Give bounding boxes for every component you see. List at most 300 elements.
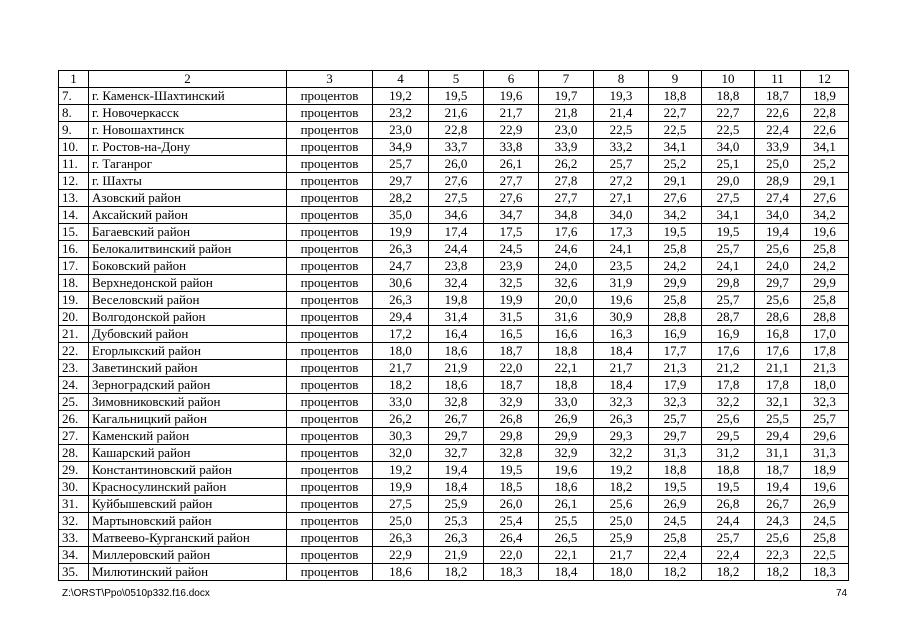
value-cell: 25,7 — [594, 156, 649, 173]
value-cell: 17,8 — [801, 343, 849, 360]
value-cell: 18,7 — [755, 462, 801, 479]
value-cell: 27,7 — [539, 190, 594, 207]
value-cell: 25,6 — [755, 292, 801, 309]
unit-cell: процентов — [287, 224, 373, 241]
value-cell: 18,8 — [702, 88, 755, 105]
value-cell: 26,2 — [539, 156, 594, 173]
row-number: 24. — [59, 377, 89, 394]
row-number: 7. — [59, 88, 89, 105]
value-cell: 22,1 — [539, 360, 594, 377]
column-header: 2 — [89, 71, 287, 88]
value-cell: 26,2 — [373, 411, 429, 428]
value-cell: 16,6 — [539, 326, 594, 343]
value-cell: 18,3 — [484, 564, 539, 581]
row-number: 35. — [59, 564, 89, 581]
row-number: 30. — [59, 479, 89, 496]
value-cell: 25,0 — [755, 156, 801, 173]
value-cell: 19,2 — [373, 88, 429, 105]
value-cell: 34,9 — [373, 139, 429, 156]
value-cell: 19,2 — [373, 462, 429, 479]
value-cell: 29,9 — [649, 275, 702, 292]
value-cell: 34,0 — [755, 207, 801, 224]
table-body — [59, 71, 849, 581]
value-cell: 32,1 — [755, 394, 801, 411]
territory-name: Зерноградский район — [89, 377, 287, 394]
value-cell: 24,0 — [539, 258, 594, 275]
value-cell: 31,1 — [755, 445, 801, 462]
value-cell: 34,8 — [539, 207, 594, 224]
value-cell: 18,0 — [594, 564, 649, 581]
table-row — [59, 224, 849, 241]
value-cell: 22,8 — [801, 105, 849, 122]
value-cell: 34,0 — [594, 207, 649, 224]
value-cell: 26,1 — [539, 496, 594, 513]
value-cell: 21,9 — [429, 547, 484, 564]
table-row — [59, 122, 849, 139]
value-cell: 25,0 — [373, 513, 429, 530]
row-number: 34. — [59, 547, 89, 564]
value-cell: 25,7 — [702, 530, 755, 547]
value-cell: 17,0 — [801, 326, 849, 343]
value-cell: 24,3 — [755, 513, 801, 530]
table-row — [59, 496, 849, 513]
row-number: 22. — [59, 343, 89, 360]
table-row — [59, 156, 849, 173]
value-cell: 29,7 — [429, 428, 484, 445]
value-cell: 17,8 — [702, 377, 755, 394]
value-cell: 18,8 — [539, 343, 594, 360]
value-cell: 25,7 — [702, 241, 755, 258]
row-number: 29. — [59, 462, 89, 479]
value-cell: 22,5 — [702, 122, 755, 139]
value-cell: 21,3 — [649, 360, 702, 377]
table-row — [59, 207, 849, 224]
territory-name: Миллеровский район — [89, 547, 287, 564]
table-row — [59, 411, 849, 428]
value-cell: 33,9 — [539, 139, 594, 156]
value-cell: 27,6 — [649, 190, 702, 207]
value-cell: 18,7 — [484, 377, 539, 394]
data-table — [58, 70, 849, 581]
value-cell: 19,2 — [594, 462, 649, 479]
unit-cell: процентов — [287, 207, 373, 224]
unit-cell: процентов — [287, 122, 373, 139]
value-cell: 20,0 — [539, 292, 594, 309]
value-cell: 28,8 — [801, 309, 849, 326]
value-cell: 23,5 — [594, 258, 649, 275]
column-header: 12 — [801, 71, 849, 88]
value-cell: 31,9 — [594, 275, 649, 292]
table-row — [59, 428, 849, 445]
value-cell: 18,2 — [649, 564, 702, 581]
value-cell: 16,4 — [429, 326, 484, 343]
value-cell: 17,8 — [755, 377, 801, 394]
value-cell: 26,7 — [755, 496, 801, 513]
value-cell: 25,7 — [702, 292, 755, 309]
value-cell: 29,1 — [801, 173, 849, 190]
value-cell: 16,8 — [755, 326, 801, 343]
value-cell: 34,2 — [801, 207, 849, 224]
value-cell: 26,3 — [429, 530, 484, 547]
table-row — [59, 88, 849, 105]
table-row — [59, 564, 849, 581]
row-number: 28. — [59, 445, 89, 462]
value-cell: 23,0 — [539, 122, 594, 139]
value-cell: 21,9 — [429, 360, 484, 377]
value-cell: 22,7 — [649, 105, 702, 122]
value-cell: 25,9 — [429, 496, 484, 513]
value-cell: 30,3 — [373, 428, 429, 445]
value-cell: 33,9 — [755, 139, 801, 156]
value-cell: 22,5 — [594, 122, 649, 139]
value-cell: 22,5 — [649, 122, 702, 139]
value-cell: 25,6 — [755, 530, 801, 547]
column-header: 3 — [287, 71, 373, 88]
territory-name: Кагальницкий район — [89, 411, 287, 428]
territory-name: Заветинский район — [89, 360, 287, 377]
value-cell: 16,3 — [594, 326, 649, 343]
value-cell: 18,4 — [429, 479, 484, 496]
value-cell: 19,6 — [801, 224, 849, 241]
column-header: 4 — [373, 71, 429, 88]
unit-cell: процентов — [287, 309, 373, 326]
column-header: 6 — [484, 71, 539, 88]
value-cell: 18,6 — [373, 564, 429, 581]
value-cell: 29,8 — [702, 275, 755, 292]
value-cell: 26,0 — [429, 156, 484, 173]
value-cell: 18,8 — [539, 377, 594, 394]
table-row — [59, 292, 849, 309]
unit-cell: процентов — [287, 428, 373, 445]
value-cell: 32,2 — [702, 394, 755, 411]
unit-cell: процентов — [287, 394, 373, 411]
value-cell: 32,6 — [539, 275, 594, 292]
value-cell: 18,9 — [801, 462, 849, 479]
value-cell: 19,9 — [373, 224, 429, 241]
value-cell: 22,0 — [484, 547, 539, 564]
value-cell: 27,8 — [539, 173, 594, 190]
value-cell: 23,8 — [429, 258, 484, 275]
value-cell: 27,5 — [373, 496, 429, 513]
value-cell: 21,4 — [594, 105, 649, 122]
value-cell: 19,6 — [594, 292, 649, 309]
value-cell: 32,3 — [801, 394, 849, 411]
territory-name: Красносулинский район — [89, 479, 287, 496]
value-cell: 25,8 — [649, 241, 702, 258]
value-cell: 19,6 — [539, 462, 594, 479]
unit-cell: процентов — [287, 275, 373, 292]
value-cell: 19,7 — [539, 88, 594, 105]
value-cell: 17,2 — [373, 326, 429, 343]
territory-name: Матвеево-Курганский район — [89, 530, 287, 547]
value-cell: 18,2 — [755, 564, 801, 581]
value-cell: 26,0 — [484, 496, 539, 513]
territory-name: г. Ростов-на-Дону — [89, 139, 287, 156]
table-row — [59, 360, 849, 377]
value-cell: 32,3 — [649, 394, 702, 411]
value-cell: 22,3 — [755, 547, 801, 564]
value-cell: 27,6 — [484, 190, 539, 207]
value-cell: 26,8 — [484, 411, 539, 428]
row-number: 13. — [59, 190, 89, 207]
value-cell: 19,8 — [429, 292, 484, 309]
value-cell: 24,5 — [649, 513, 702, 530]
value-cell: 25,4 — [484, 513, 539, 530]
value-cell: 26,9 — [539, 411, 594, 428]
territory-name: Зимовниковский район — [89, 394, 287, 411]
table-row — [59, 547, 849, 564]
value-cell: 25,8 — [649, 292, 702, 309]
value-cell: 18,8 — [702, 462, 755, 479]
value-cell: 17,3 — [594, 224, 649, 241]
value-cell: 22,6 — [801, 122, 849, 139]
table-row — [59, 139, 849, 156]
value-cell: 18,0 — [373, 343, 429, 360]
row-number: 9. — [59, 122, 89, 139]
value-cell: 29,7 — [649, 428, 702, 445]
value-cell: 26,3 — [594, 411, 649, 428]
value-cell: 31,6 — [539, 309, 594, 326]
value-cell: 26,4 — [484, 530, 539, 547]
row-number: 27. — [59, 428, 89, 445]
value-cell: 25,6 — [594, 496, 649, 513]
value-cell: 19,6 — [801, 479, 849, 496]
value-cell: 25,7 — [649, 411, 702, 428]
territory-name: Аксайский район — [89, 207, 287, 224]
table-header-row — [59, 71, 849, 88]
value-cell: 22,6 — [755, 105, 801, 122]
value-cell: 19,4 — [755, 479, 801, 496]
row-number: 16. — [59, 241, 89, 258]
value-cell: 27,1 — [594, 190, 649, 207]
value-cell: 25,9 — [594, 530, 649, 547]
value-cell: 25,8 — [801, 241, 849, 258]
unit-cell: процентов — [287, 360, 373, 377]
unit-cell: процентов — [287, 547, 373, 564]
row-number: 17. — [59, 258, 89, 275]
territory-name: Кашарский район — [89, 445, 287, 462]
value-cell: 21,7 — [594, 547, 649, 564]
value-cell: 32,8 — [429, 394, 484, 411]
value-cell: 22,4 — [649, 547, 702, 564]
value-cell: 18,8 — [649, 462, 702, 479]
value-cell: 28,6 — [755, 309, 801, 326]
value-cell: 19,5 — [702, 479, 755, 496]
value-cell: 27,6 — [801, 190, 849, 207]
value-cell: 33,7 — [429, 139, 484, 156]
unit-cell: процентов — [287, 411, 373, 428]
table-row — [59, 394, 849, 411]
value-cell: 34,2 — [649, 207, 702, 224]
row-number: 25. — [59, 394, 89, 411]
row-number: 19. — [59, 292, 89, 309]
value-cell: 18,4 — [594, 343, 649, 360]
value-cell: 29,0 — [702, 173, 755, 190]
value-cell: 31,4 — [429, 309, 484, 326]
value-cell: 29,6 — [801, 428, 849, 445]
value-cell: 24,5 — [801, 513, 849, 530]
value-cell: 28,2 — [373, 190, 429, 207]
value-cell: 22,5 — [801, 547, 849, 564]
value-cell: 26,8 — [702, 496, 755, 513]
value-cell: 19,4 — [755, 224, 801, 241]
value-cell: 32,2 — [594, 445, 649, 462]
table-row — [59, 513, 849, 530]
row-number: 31. — [59, 496, 89, 513]
value-cell: 25,5 — [539, 513, 594, 530]
value-cell: 16,5 — [484, 326, 539, 343]
unit-cell: процентов — [287, 156, 373, 173]
value-cell: 31,3 — [649, 445, 702, 462]
value-cell: 22,9 — [373, 547, 429, 564]
value-cell: 32,8 — [484, 445, 539, 462]
value-cell: 27,2 — [594, 173, 649, 190]
value-cell: 19,5 — [429, 88, 484, 105]
value-cell: 17,5 — [484, 224, 539, 241]
value-cell: 24,1 — [594, 241, 649, 258]
value-cell: 32,9 — [484, 394, 539, 411]
value-cell: 34,1 — [702, 207, 755, 224]
value-cell: 34,0 — [702, 139, 755, 156]
table-row — [59, 105, 849, 122]
value-cell: 21,7 — [594, 360, 649, 377]
value-cell: 33,8 — [484, 139, 539, 156]
value-cell: 17,9 — [649, 377, 702, 394]
value-cell: 24,4 — [702, 513, 755, 530]
value-cell: 32,7 — [429, 445, 484, 462]
value-cell: 18,2 — [594, 479, 649, 496]
value-cell: 25,2 — [649, 156, 702, 173]
value-cell: 18,8 — [649, 88, 702, 105]
value-cell: 18,3 — [801, 564, 849, 581]
value-cell: 26,5 — [539, 530, 594, 547]
value-cell: 32,3 — [594, 394, 649, 411]
unit-cell: процентов — [287, 479, 373, 496]
value-cell: 22,9 — [484, 122, 539, 139]
territory-name: Волгодонской район — [89, 309, 287, 326]
value-cell: 17,4 — [429, 224, 484, 241]
value-cell: 18,2 — [702, 564, 755, 581]
value-cell: 16,9 — [649, 326, 702, 343]
value-cell: 25,6 — [702, 411, 755, 428]
value-cell: 29,4 — [755, 428, 801, 445]
value-cell: 21,3 — [801, 360, 849, 377]
value-cell: 24,7 — [373, 258, 429, 275]
row-number: 32. — [59, 513, 89, 530]
value-cell: 24,2 — [649, 258, 702, 275]
value-cell: 34,6 — [429, 207, 484, 224]
unit-cell: процентов — [287, 445, 373, 462]
column-header: 10 — [702, 71, 755, 88]
unit-cell: процентов — [287, 326, 373, 343]
unit-cell: процентов — [287, 88, 373, 105]
territory-name: Каменский район — [89, 428, 287, 445]
table-row — [59, 275, 849, 292]
table-row — [59, 479, 849, 496]
column-header: 5 — [429, 71, 484, 88]
row-number: 21. — [59, 326, 89, 343]
value-cell: 19,5 — [649, 224, 702, 241]
value-cell: 22,7 — [702, 105, 755, 122]
row-number: 8. — [59, 105, 89, 122]
value-cell: 25,5 — [755, 411, 801, 428]
value-cell: 19,9 — [484, 292, 539, 309]
value-cell: 18,6 — [429, 377, 484, 394]
column-header: 8 — [594, 71, 649, 88]
table-row — [59, 173, 849, 190]
value-cell: 25,1 — [702, 156, 755, 173]
unit-cell: процентов — [287, 292, 373, 309]
table-row — [59, 326, 849, 343]
value-cell: 19,6 — [484, 88, 539, 105]
unit-cell: процентов — [287, 241, 373, 258]
territory-name: Константиновский район — [89, 462, 287, 479]
unit-cell: процентов — [287, 496, 373, 513]
value-cell: 23,0 — [373, 122, 429, 139]
value-cell: 27,5 — [702, 190, 755, 207]
value-cell: 19,4 — [429, 462, 484, 479]
value-cell: 18,2 — [429, 564, 484, 581]
unit-cell: процентов — [287, 564, 373, 581]
row-number: 33. — [59, 530, 89, 547]
value-cell: 29,3 — [594, 428, 649, 445]
value-cell: 25,6 — [755, 241, 801, 258]
territory-name: Азовский район — [89, 190, 287, 207]
value-cell: 26,3 — [373, 292, 429, 309]
value-cell: 22,4 — [755, 122, 801, 139]
value-cell: 25,8 — [649, 530, 702, 547]
unit-cell: процентов — [287, 105, 373, 122]
value-cell: 18,5 — [484, 479, 539, 496]
value-cell: 27,4 — [755, 190, 801, 207]
value-cell: 24,2 — [801, 258, 849, 275]
document-path: Z:\ORST\Ppo\0510p332.f16.docx — [62, 588, 210, 599]
value-cell: 17,6 — [755, 343, 801, 360]
value-cell: 30,9 — [594, 309, 649, 326]
value-cell: 21,8 — [539, 105, 594, 122]
value-cell: 34,1 — [649, 139, 702, 156]
value-cell: 17,6 — [702, 343, 755, 360]
value-cell: 24,0 — [755, 258, 801, 275]
value-cell: 24,6 — [539, 241, 594, 258]
value-cell: 28,7 — [702, 309, 755, 326]
value-cell: 32,9 — [539, 445, 594, 462]
value-cell: 29,7 — [373, 173, 429, 190]
row-number: 11. — [59, 156, 89, 173]
territory-name: Дубовский район — [89, 326, 287, 343]
value-cell: 25,8 — [801, 292, 849, 309]
value-cell: 19,3 — [594, 88, 649, 105]
value-cell: 35,0 — [373, 207, 429, 224]
value-cell: 18,6 — [539, 479, 594, 496]
row-number: 14. — [59, 207, 89, 224]
value-cell: 29,9 — [801, 275, 849, 292]
value-cell: 17,7 — [649, 343, 702, 360]
page-number: 74 — [836, 588, 848, 599]
value-cell: 17,6 — [539, 224, 594, 241]
value-cell: 18,4 — [539, 564, 594, 581]
value-cell: 25,3 — [429, 513, 484, 530]
value-cell: 19,5 — [484, 462, 539, 479]
value-cell: 26,9 — [801, 496, 849, 513]
value-cell: 29,1 — [649, 173, 702, 190]
unit-cell: процентов — [287, 258, 373, 275]
value-cell: 18,7 — [755, 88, 801, 105]
value-cell: 26,7 — [429, 411, 484, 428]
row-number: 10. — [59, 139, 89, 156]
value-cell: 28,8 — [649, 309, 702, 326]
territory-name: г. Каменск-Шахтинский — [89, 88, 287, 105]
